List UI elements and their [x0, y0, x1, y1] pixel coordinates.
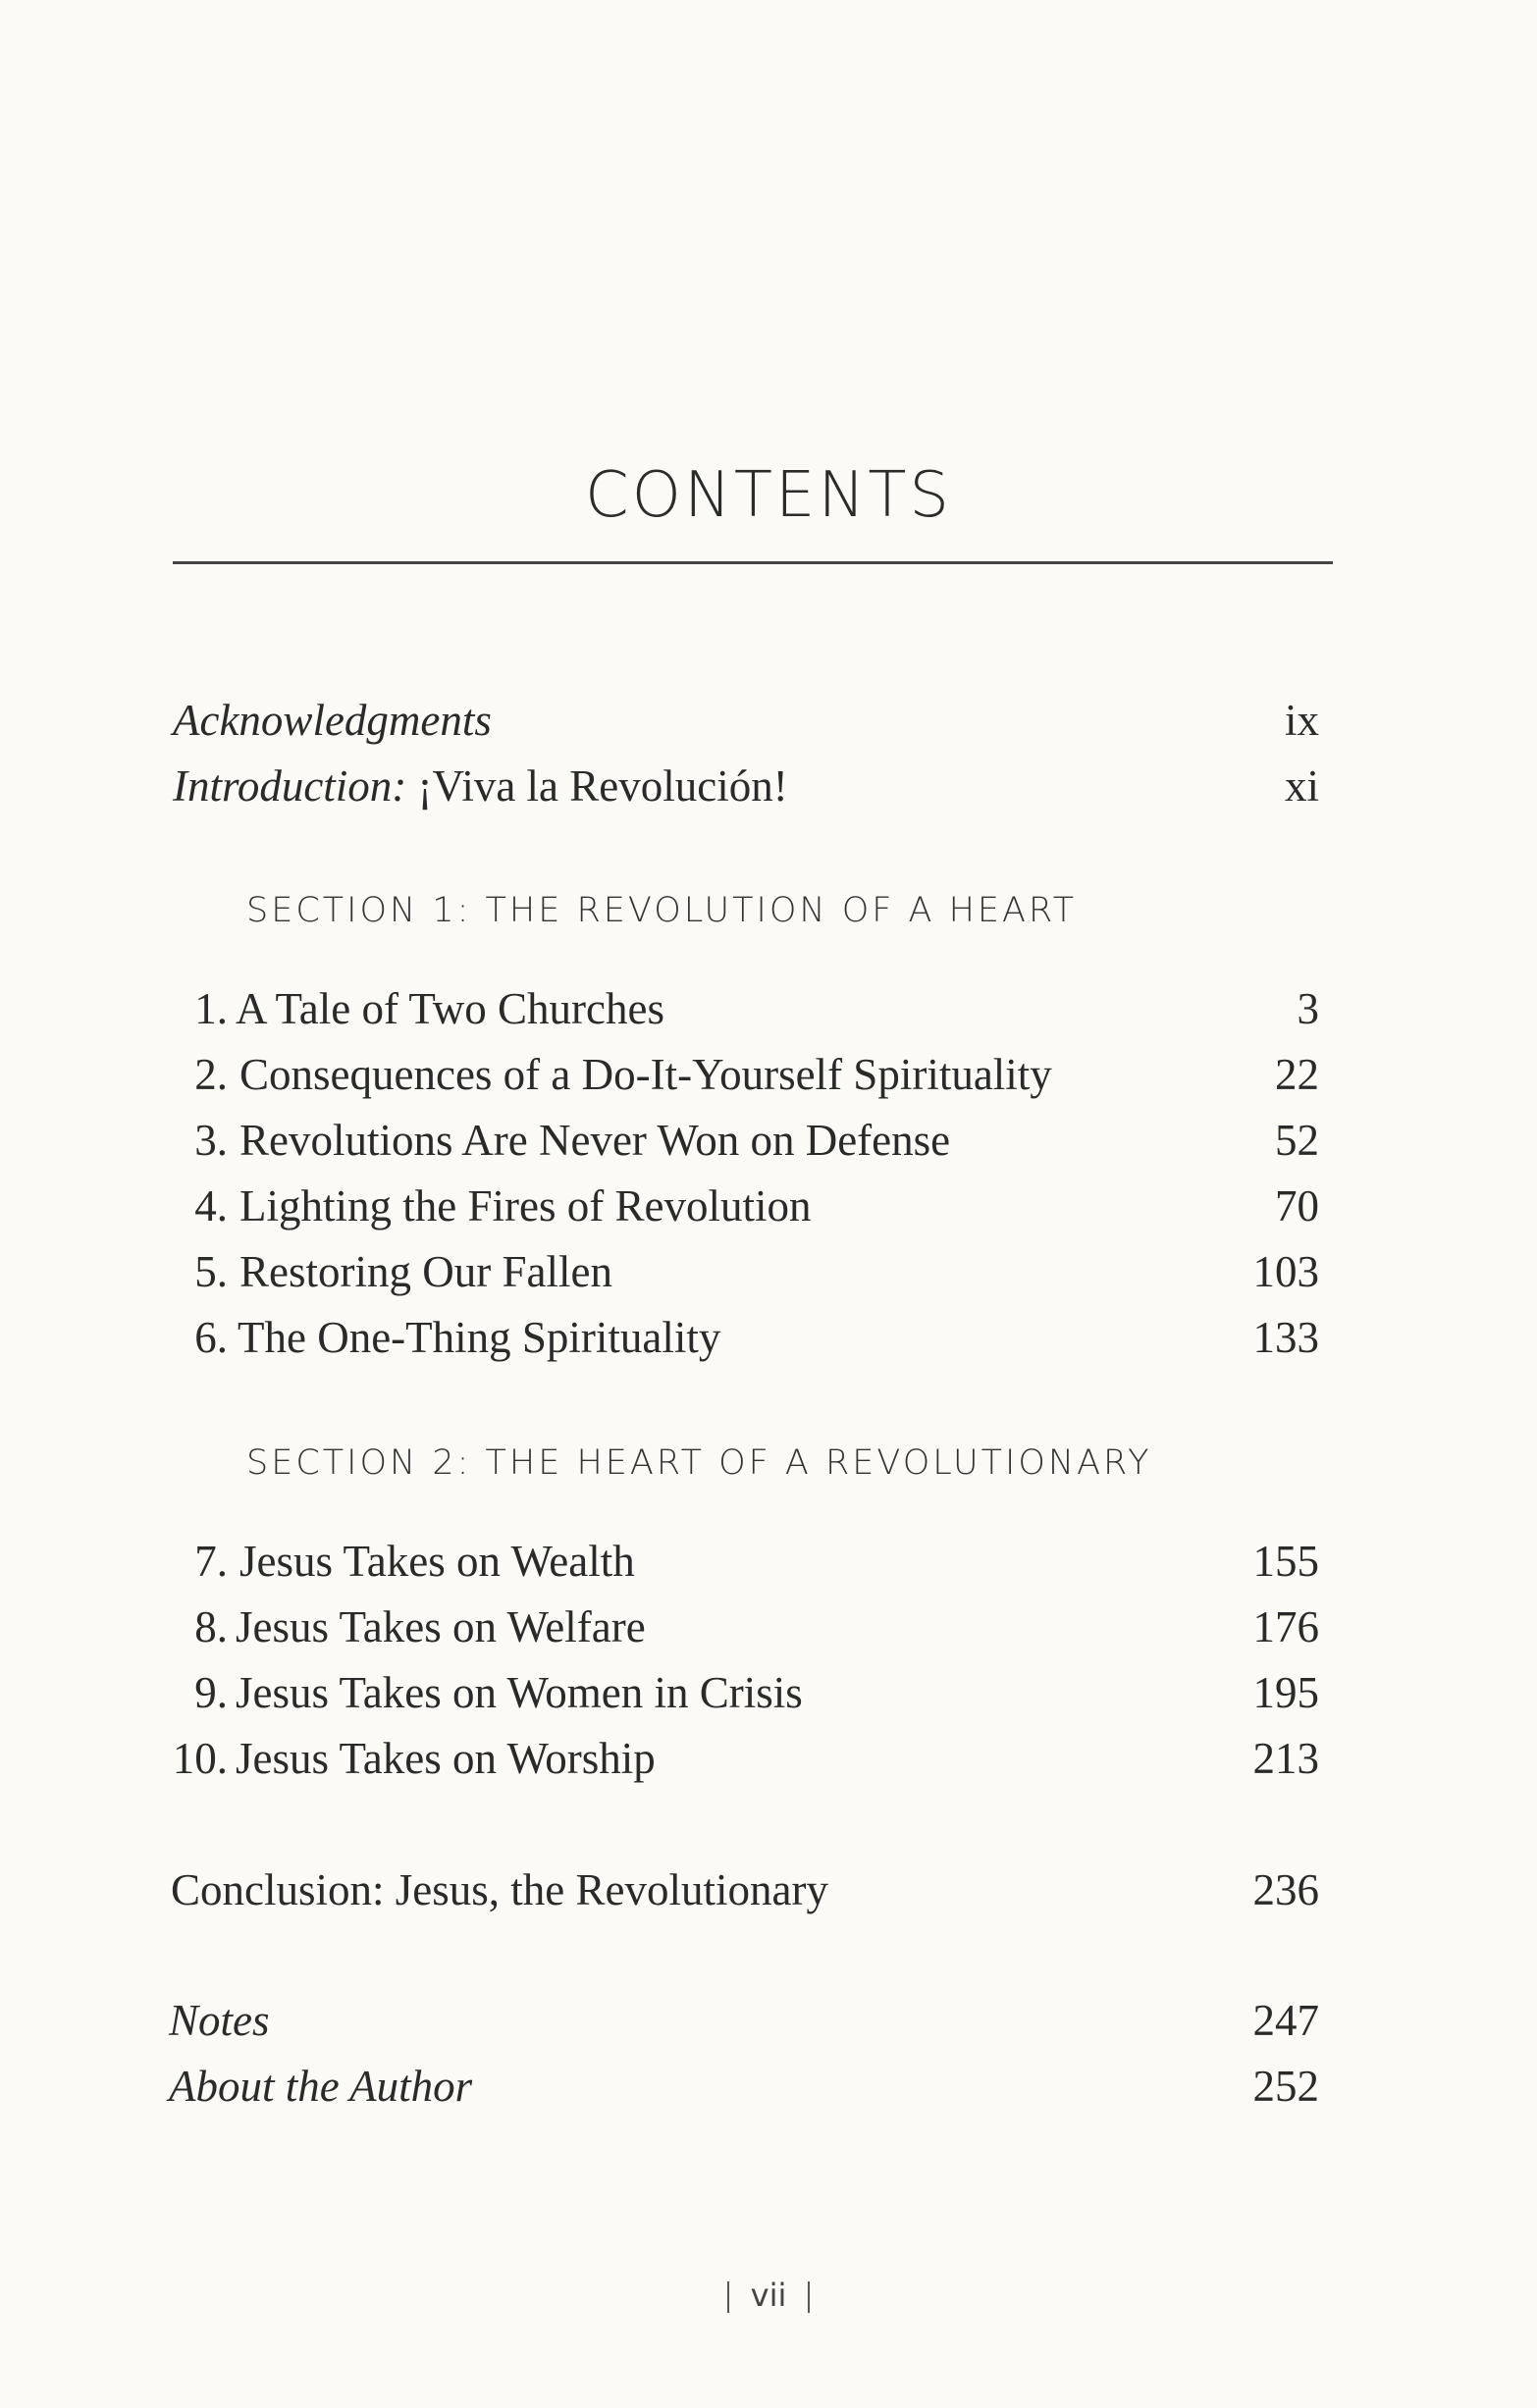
- entry-title: About the Author: [169, 2062, 473, 2111]
- entry-title: Notes: [169, 1996, 270, 2045]
- toc-entry-chapter-5[interactable]: [0, 1246, 1537, 1305]
- page-number: [0, 2277, 1537, 2314]
- entry-title-rest: ¡Viva la Revolución!: [406, 761, 788, 811]
- entry-title: A Tale of Two Churches: [236, 984, 664, 1033]
- entry-title-italic: Introduction:: [173, 761, 407, 811]
- entry-page: 3: [1297, 984, 1319, 1033]
- toc-entry-conclusion[interactable]: [0, 1864, 1537, 1923]
- entry-title: Revolutions Are Never Won on Defense: [239, 1116, 951, 1165]
- toc-entry-acknowledgments[interactable]: [0, 695, 1537, 754]
- toc-entry-chapter-10[interactable]: [0, 1733, 1537, 1792]
- toc-entry-chapter-6[interactable]: [0, 1312, 1537, 1371]
- chapter-number: 5.: [194, 1247, 228, 1296]
- entry-page: 155: [1252, 1537, 1319, 1586]
- toc-entry-chapter-7[interactable]: [0, 1536, 1537, 1595]
- entry-page: 52: [1275, 1116, 1319, 1165]
- entry-page: 247: [1252, 1996, 1319, 2045]
- entry-title: The One-Thing Spirituality: [238, 1313, 721, 1362]
- entry-page: 176: [1252, 1602, 1319, 1651]
- section-heading-1: SECTION 1: THE REVOLUTION OF A HEART: [246, 891, 1078, 930]
- entry-page: 195: [1252, 1668, 1319, 1717]
- chapter-number: 8.: [194, 1602, 228, 1651]
- section-heading-2: SECTION 2: THE HEART OF A REVOLUTIONARY: [246, 1443, 1152, 1483]
- entry-page: 133: [1252, 1313, 1319, 1362]
- entry-page: 213: [1252, 1734, 1319, 1783]
- entry-title: Jesus Takes on Welfare: [236, 1602, 646, 1651]
- entry-page: 252: [1252, 2062, 1319, 2111]
- folio-bar-right: [808, 2281, 810, 2313]
- toc-entry-chapter-9[interactable]: [0, 1667, 1537, 1726]
- page-title: CONTENTS: [584, 459, 953, 532]
- chapter-number: 6.: [194, 1313, 228, 1362]
- chapter-number: 3.: [194, 1116, 228, 1165]
- entry-page: xi: [1284, 761, 1319, 811]
- entry-page: ix: [1284, 696, 1319, 745]
- entry-title: Jesus Takes on Women in Crisis: [236, 1668, 803, 1717]
- page-number-text: vii: [750, 2277, 787, 2314]
- toc-entry-about-the-author[interactable]: [0, 2061, 1537, 2120]
- chapter-number: 1.: [194, 984, 228, 1033]
- entry-page: 70: [1275, 1181, 1319, 1230]
- entry-title: Jesus Takes on Wealth: [239, 1537, 635, 1586]
- entry-title: [173, 760, 788, 811]
- entry-page: 236: [1252, 1865, 1319, 1914]
- entry-title: Consequences of a Do-It-Yourself Spirituality: [239, 1050, 1052, 1099]
- toc-entry-chapter-3[interactable]: [0, 1115, 1537, 1174]
- chapter-number: 10.: [172, 1734, 228, 1783]
- chapter-number: 9.: [194, 1668, 228, 1717]
- entry-page: 103: [1252, 1247, 1319, 1296]
- entry-page: 22: [1275, 1050, 1319, 1099]
- chapter-number: 2.: [194, 1050, 228, 1099]
- toc-entry-chapter-1[interactable]: [0, 983, 1537, 1042]
- toc-entry-notes[interactable]: [0, 1995, 1537, 2054]
- chapter-number: 4.: [194, 1181, 228, 1230]
- chapter-number: 7.: [194, 1537, 228, 1586]
- entry-title: Jesus Takes on Worship: [236, 1734, 656, 1783]
- toc-entry-chapter-4[interactable]: [0, 1180, 1537, 1239]
- toc-entry-chapter-2[interactable]: [0, 1049, 1537, 1108]
- entry-title: Lighting the Fires of Revolution: [239, 1181, 812, 1230]
- title-rule: [173, 561, 1333, 564]
- folio-bar-left: [727, 2281, 729, 2313]
- entry-title: Restoring Our Fallen: [239, 1247, 612, 1296]
- entry-title: Conclusion: Jesus, the Revolutionary: [171, 1865, 828, 1914]
- toc-entry-chapter-8[interactable]: [0, 1601, 1537, 1660]
- entry-title: Acknowledgments: [173, 696, 492, 745]
- toc-entry-introduction[interactable]: [0, 760, 1537, 819]
